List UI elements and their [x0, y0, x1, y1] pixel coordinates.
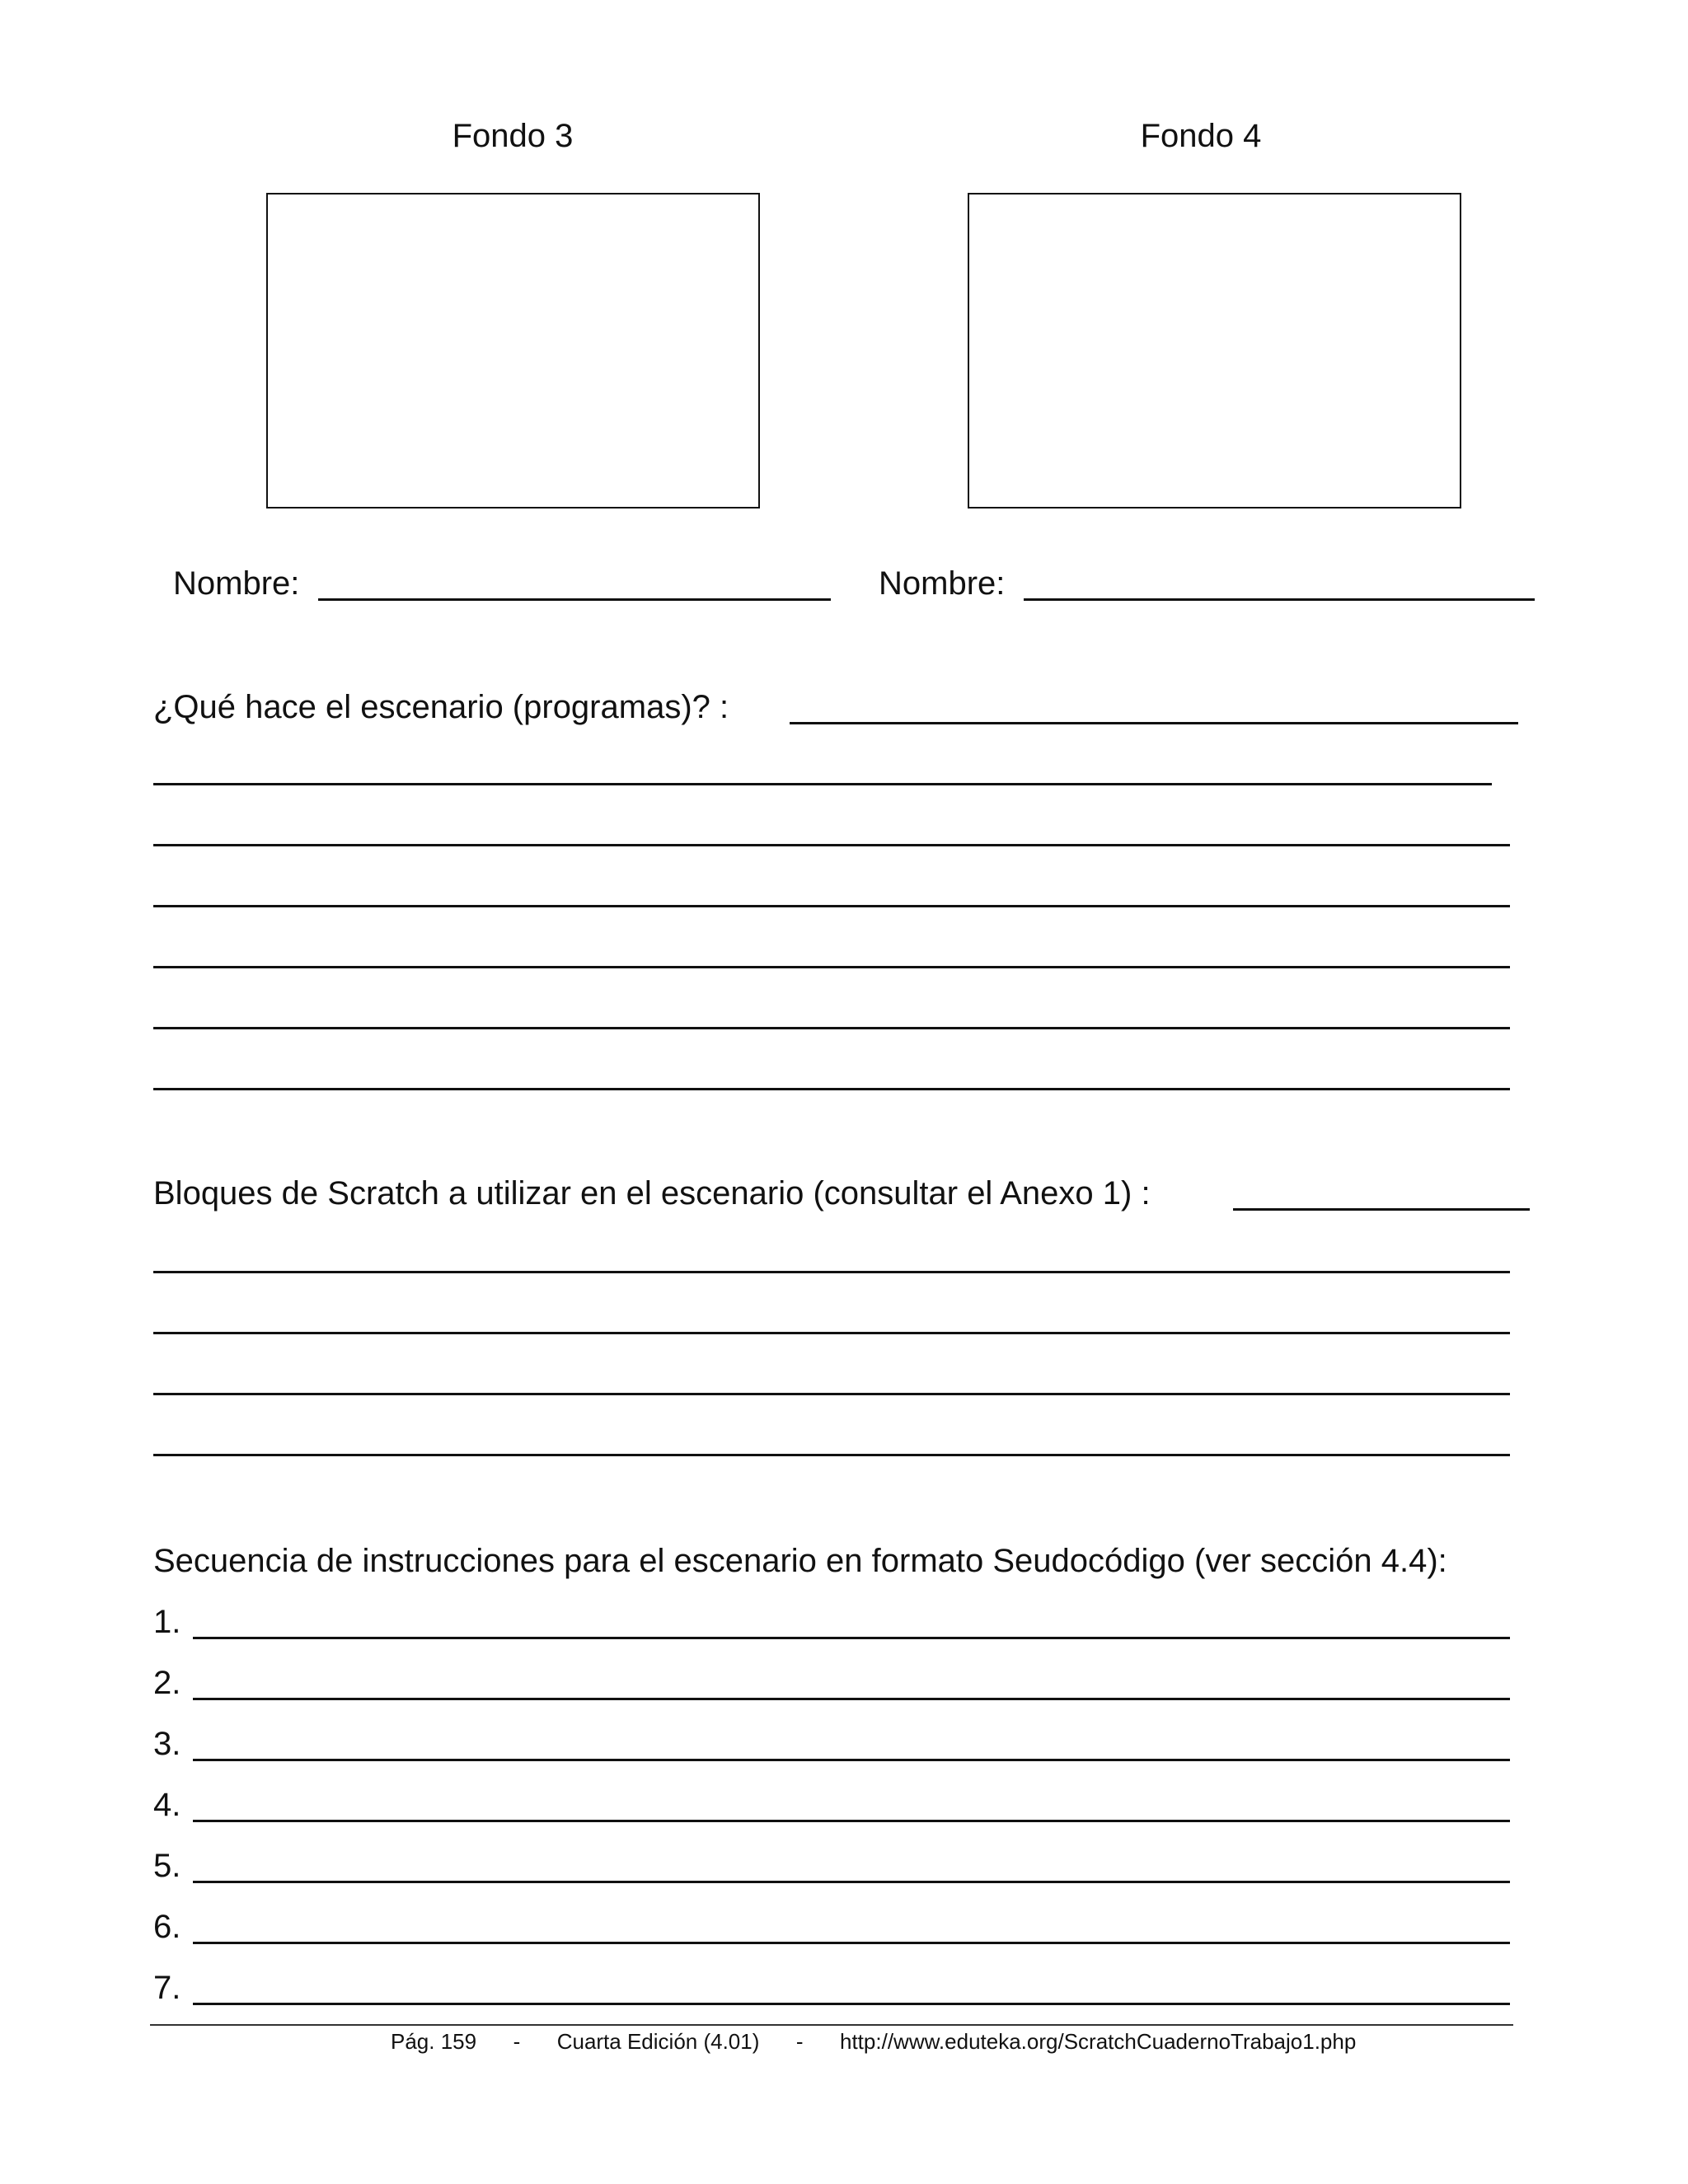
blocks-answer-line[interactable]	[153, 1271, 1510, 1273]
footer-separator: -	[513, 2029, 521, 2054]
programs-answer-line[interactable]	[153, 966, 1510, 968]
footer-separator: -	[795, 2029, 804, 2054]
backdrop-3-drawing-box[interactable]	[266, 193, 760, 509]
blocks-answer-line[interactable]	[153, 1393, 1510, 1395]
sequence-number: 1.	[153, 1604, 181, 1640]
programs-answer-line[interactable]	[790, 722, 1518, 724]
sequence-step-line[interactable]	[193, 1820, 1510, 1822]
sequence-number: 6.	[153, 1909, 181, 1945]
programs-answer-line[interactable]	[153, 905, 1510, 907]
programs-question: ¿Qué hace el escenario (programas)? :	[153, 689, 729, 725]
backdrop-3-name-field[interactable]	[318, 598, 831, 601]
footer-page-number: Pág. 159	[391, 2029, 477, 2054]
backdrop-4-drawing-box[interactable]	[968, 193, 1461, 509]
sequence-number: 5.	[153, 1848, 181, 1884]
footer-edition: Cuarta Edición (4.01)	[556, 2029, 760, 2054]
sequence-step-line[interactable]	[193, 2003, 1510, 2005]
page-footer	[391, 2031, 1356, 2052]
programs-answer-line[interactable]	[153, 783, 1492, 785]
programs-answer-line[interactable]	[153, 1088, 1510, 1090]
sequence-step-line[interactable]	[193, 1881, 1510, 1883]
sequence-number: 3.	[153, 1726, 181, 1762]
blocks-answer-line[interactable]	[1233, 1208, 1530, 1211]
sequence-number: 4.	[153, 1787, 181, 1823]
sequence-step-line[interactable]	[193, 1759, 1510, 1761]
sequence-step-line[interactable]	[193, 1942, 1510, 1944]
programs-answer-line[interactable]	[153, 1027, 1510, 1029]
backdrop-4-name-field[interactable]	[1024, 598, 1535, 601]
footer-url-link[interactable]: http://www.eduteka.org/ScratchCuadernoTrabajo1.php	[840, 2029, 1357, 2054]
sequence-question: Secuencia de instrucciones para el escenario en formato Seudocódigo (ver sección 4.4):	[153, 1543, 1447, 1579]
backdrop-3-title: Fondo 3	[452, 118, 574, 154]
blocks-answer-line[interactable]	[153, 1332, 1510, 1334]
blocks-answer-line[interactable]	[153, 1454, 1510, 1456]
backdrop-3-name-label: Nombre:	[173, 565, 300, 602]
sequence-number: 2.	[153, 1665, 181, 1701]
blocks-question: Bloques de Scratch a utilizar en el escenario (consultar el Anexo 1) :	[153, 1175, 1151, 1212]
sequence-step-line[interactable]	[193, 1637, 1510, 1639]
backdrop-4-title: Fondo 4	[1140, 118, 1262, 154]
footer-rule	[150, 2024, 1513, 2026]
sequence-step-line[interactable]	[193, 1698, 1510, 1700]
sequence-number: 7.	[153, 1970, 181, 2006]
backdrop-4-name-label: Nombre:	[879, 565, 1006, 602]
programs-answer-line[interactable]	[153, 844, 1510, 846]
